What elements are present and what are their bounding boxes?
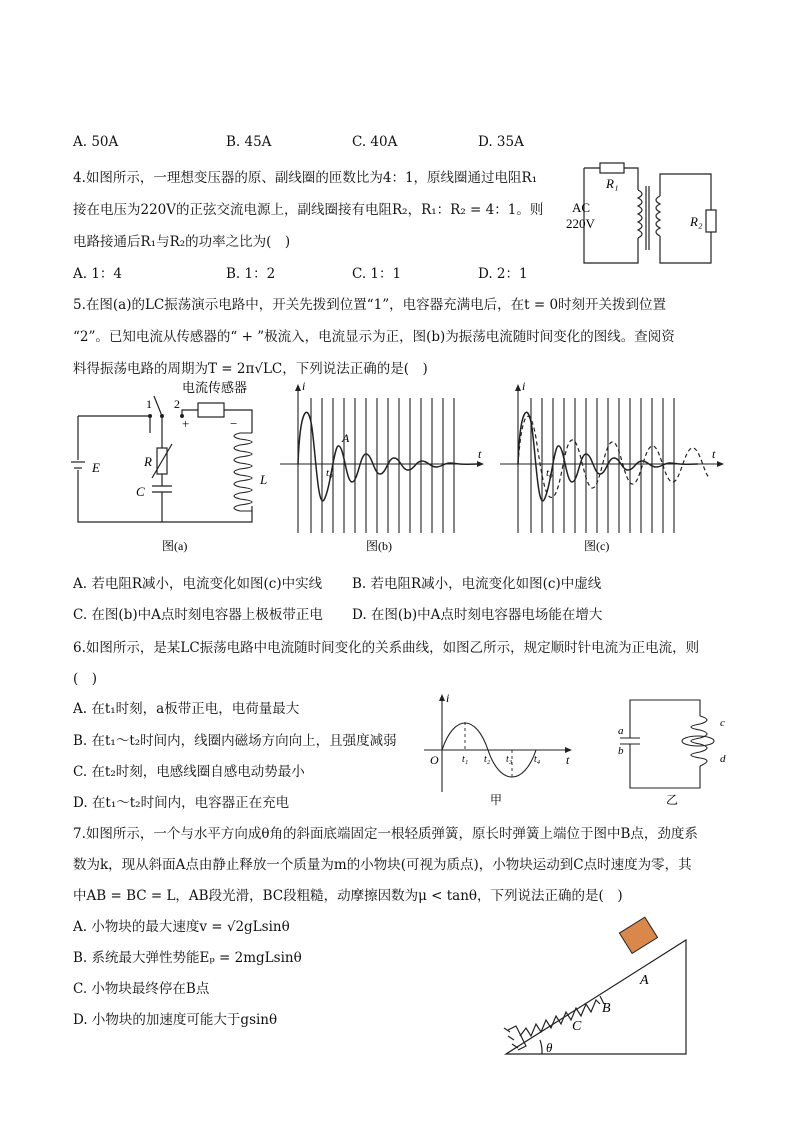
option-a: A. 若电阻R减小，电流变化如图(c)中实线 [73,576,323,592]
option-d: D. 小物块的加速度可能大于gsinθ [73,1012,278,1028]
option-a: A. 小物块的最大速度v = √2gLsinθ [73,919,290,935]
t0-label: t₀ [546,467,553,479]
label-r: R [144,454,152,469]
question-text-line: ( ) [73,671,98,687]
plate-b: b [618,745,624,757]
coil-d: d [720,753,726,765]
question-text-line: “2”。已知电流从传感器的“ + ”极流入，电流显示为正，图(b)为振荡电流随时间变化的图线。查阅资 [73,329,675,345]
option-c: C. 40A [352,134,398,150]
option-a: A. 在t₁时刻，a板带正电，电荷量最大 [73,701,300,717]
figure-jia-graph [420,692,590,812]
axis-i: i [522,379,526,393]
figure-yi-circuit [614,692,734,812]
axis-i: i [302,379,306,393]
origin-label: O [430,753,439,767]
question-text-line: 中AB = BC = L，AB段光滑，BC段粗糙，动摩擦因数为μ < tanθ，下列说法正确的是( ) [73,888,623,904]
t2-label: t₂ [484,754,491,765]
sensor-minus: − [230,416,238,431]
label-e: E [92,460,100,475]
point-b: B [602,1001,611,1016]
option-a: A. 1：4 [73,266,123,282]
angle-theta: θ [546,1040,553,1055]
question-text-line: 7.如图所示，一个与水平方向成θ角的斜面底端固定一根轻质弹簧，原长时弹簧上端位于图中B点，劲度系 [73,826,698,842]
switch-position-1: 1 [146,397,152,411]
plate-a: a [618,725,624,737]
caption-jia: 甲 [490,793,503,807]
t3-label: t₃ [506,754,513,765]
caption-a: 图(a) [162,539,188,553]
option-c: C. 小物块最终停在B点 [73,981,210,997]
ac-label: AC [572,200,591,215]
point-c: C [572,1019,582,1034]
point-a: A [640,973,649,988]
option-c: C. 在t₂时刻，电感线圈自感电动势最小 [73,764,305,780]
switch-position-2: 2 [174,397,180,411]
option-b: B. 45A [226,134,272,150]
axis-t: t [712,447,716,461]
question-text-line: 4.如图所示，一理想变压器的原、副线圈的匝数比为4：1，原线圈通过电阻R₁ [73,170,538,186]
option-d: D. 2：1 [478,266,528,282]
option-b: B. 系统最大弹性势能Eₚ = 2mgLsinθ [73,950,302,966]
voltage-label: 220V [566,216,595,231]
caption-yi: 乙 [666,793,679,807]
option-b: B. 在t₁～t₂时间内，线圈内磁场方向向上，且强度减弱 [73,733,397,749]
figure-b-graph [278,378,488,553]
question-text-line: 6.如图所示，是某LC振荡电路中电流随时间变化的关系曲线，如图乙所示，规定顺时针电流为正电流，则 [73,640,700,656]
t1-label: t₁ [462,754,469,765]
figure-c-graph [498,378,728,553]
r2-label: R₂ [690,214,703,229]
transformer-diagram [566,160,726,270]
question-text-line: 料得振荡电路的周期为T = 2π√LC，下列说法正确的是( ) [73,361,428,377]
question-text-line: 数为k，现从斜面A点由静止释放一个质量为m的小物块(可视为质点)，小物块运动到C点时速度为零，其 [73,857,692,873]
question-text-line: 接在电压为220V的正弦交流电源上，副线圈接有电阻R₂，R₁：R₂ = 4：1。则 [73,202,544,218]
label-c: C [136,484,145,499]
sensor-label: 电流传感器 [182,380,248,395]
option-d: D. 在图(b)中A点时刻电容器电场能在增大 [352,607,603,623]
option-d: D. 在t₁～t₂时间内，电容器正在充电 [73,795,290,811]
option-a: A. 50A [73,134,119,150]
caption-b: 图(b) [366,539,392,553]
question-text-line: 电路接通后R₁与R₂的功率之比为( ) [73,234,291,250]
t4-label: t₄ [534,754,541,765]
label-l: L [260,472,268,487]
option-c: C. 在图(b)中A点时刻电容器上极板带正电 [73,607,323,623]
t0-label: t₀ [326,467,333,479]
incline-diagram [500,928,700,1058]
axis-t: t [478,447,482,461]
axis-i: i [446,691,450,705]
caption-c: 图(c) [584,539,610,553]
question-text-line: 5.在图(a)的LC振荡演示电路中，开关先拨到位置“1”，电容器充满电后，在t = 0时刻开关拨到位置 [73,297,667,313]
option-d: D. 35A [478,134,524,150]
point-a: A [342,431,350,445]
r1-label: R₁ [606,176,619,191]
option-c: C. 1：1 [352,266,402,282]
sensor-plus: + [182,416,190,431]
coil-c: c [720,717,725,729]
axis-t: t [566,753,570,767]
option-b: B. 1：2 [226,266,276,282]
figure-a-circuit [70,378,270,553]
option-b: B. 若电阻R减小，电流变化如图(c)中虚线 [352,576,602,592]
